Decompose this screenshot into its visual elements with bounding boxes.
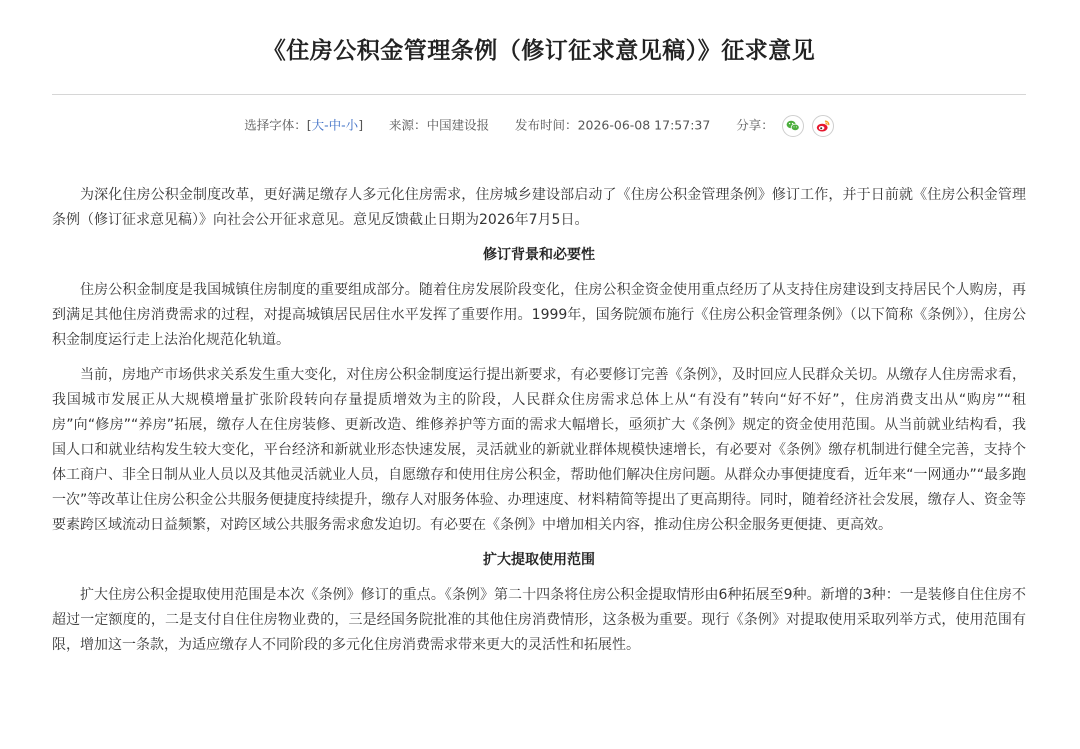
font-size-selector <box>244 117 367 132</box>
section-heading-background: 修订背景和必要性 <box>483 247 595 263</box>
paragraph-intro: 为深化住房公积金制度改革，更好满足缴存人多元化住房需求，住房城乡建设部启动了《住房公积金管理条例》修订工作，并于日前就《住房公积金管理条例（修订征求意见稿）》向社会公开征求意见。意见反馈截止日期为2026年7月5日。 <box>52 187 1026 228</box>
paragraph-withdrawal-scope: 扩大住房公积金提取使用范围是本次《条例》修订的重点。《条例》第二十四条将住房公积金提取情形由6种拓展至9种。新增的3种：一是装修自住住房不超过一定额度的，二是支付自住住房物业费的，三是经国务院批准的其他住房消费情形，这条极为重要。现行《条例》对提取使用采取列举方式，使用范围有限，增加这一条款，为适应缴存人不同阶段的多元化住房消费需求带来更大的灵活性和拓展性。 <box>52 587 1026 653</box>
source-value: 中国建设报 <box>426 117 490 133</box>
source-label: 来源： <box>389 117 427 133</box>
publish-time-value: 2026-06-08 17:57:37 <box>577 117 711 133</box>
page-title: 《住房公积金管理条例（修订征求意见稿）》征求意见 <box>262 38 816 64</box>
title-divider <box>52 94 1026 95</box>
weibo-share-button[interactable] <box>812 115 834 137</box>
share-label: 分享： <box>736 117 774 133</box>
paragraph-background: 住房公积金制度是我国城镇住房制度的重要组成部分。随着住房发展阶段变化，住房公积金资金使用重点经历了从支持住房建设到支持居民个人购房，再到满足其他住房消费需求的过程，对提高城镇居民居住水平发挥了重要作用。1999年，国务院颁布施行《住房公积金管理条例》（以下简称《条例》），住房公积金制度运行走上法治化规范化轨道。 <box>52 282 1026 348</box>
weibo-icon <box>815 118 831 134</box>
publish-time-label: 发布时间： <box>515 117 578 133</box>
font-large-link[interactable]: 大 <box>311 117 325 133</box>
font-small-link[interactable]: 小 <box>345 117 359 133</box>
font-sep-2: - <box>341 117 346 133</box>
font-medium-link[interactable]: 中 <box>328 117 342 133</box>
article-container <box>52 0 1026 668</box>
paragraph-current-situation: 当前，房地产市场供求关系发生重大变化，对住房公积金制度运行提出新要求，有必要修订完善《条例》，及时回应人民群众关切。从缴存人住房需求看，我国城市发展正从大规模增量扩张阶段转向存量提质增效为主的阶段，人民群众住房需求总体上从“有没有”转向“好不好”，住房消费支出从“购房”“租房”向“修房”“养房”拓展，缴存人在住房装修、更新改造、维修养护等方面的需求大幅增长，亟须扩大《条例》规定的资金使用范围。从当前就业结构看，我国人口和就业结构发生较大变化，平台经济和新就业形态快速发展，灵活就业的新就业群体规模快速增长，有必要对《条例》缴存机制进行健全完善，支持个体工商户、非全日制从业人员以及其他灵活就业人员，自愿缴存和使用住房公积金，帮助他们解决住房问题。从群众办事便捷度看，近年来“一网通办”“最多跑一次”等改革让住房公积金公共服务便捷度持续提升，缴存人对服务体验、办理速度、材料精简等提出了更高期待。同时，随着经济社会发展，缴存人、资金等要素跨区域流动日益频繁，对跨区域公共服务需求愈发迫切。有必要在《条例》中增加相关内容，推动住房公积金服务更便捷、更高效。 <box>52 367 1026 533</box>
section-heading-withdrawal-scope: 扩大提取使用范围 <box>483 552 595 568</box>
font-size-bracket-close: ] <box>358 117 364 133</box>
article-body <box>52 183 1026 658</box>
wechat-share-button[interactable] <box>782 115 804 137</box>
font-sep-1: - <box>324 117 329 133</box>
wechat-icon <box>785 118 801 134</box>
article-meta <box>52 113 1026 137</box>
font-size-label: 选择字体：[ <box>244 117 312 133</box>
